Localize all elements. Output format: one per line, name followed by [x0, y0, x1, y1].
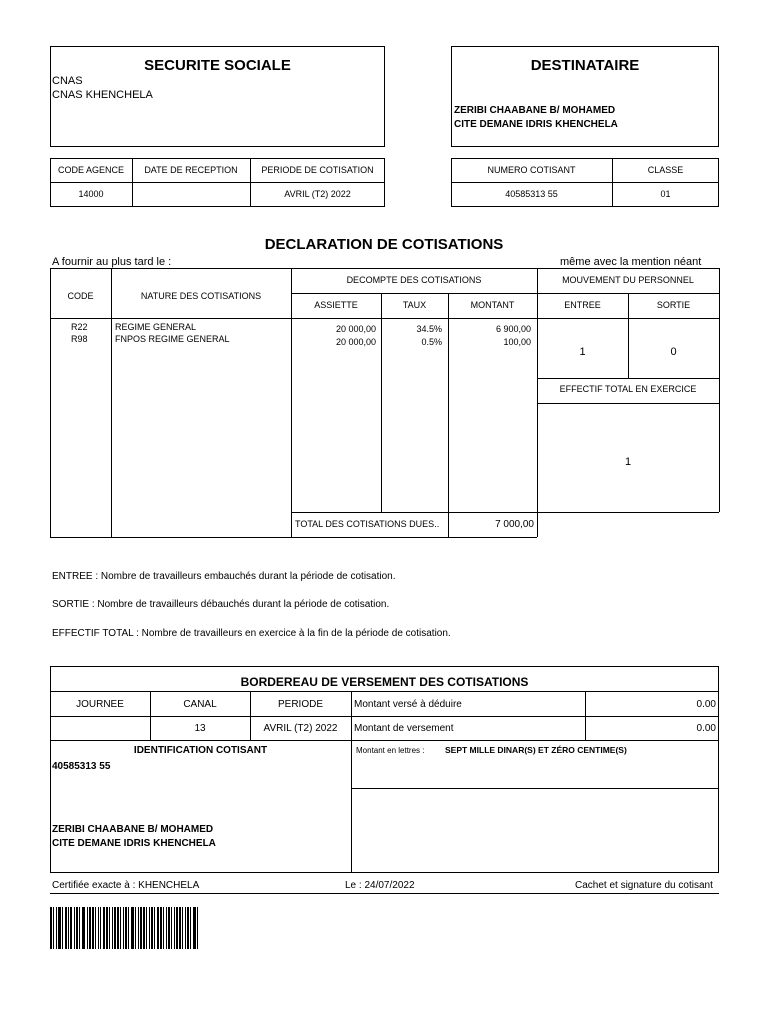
- barcode-bar: [118, 907, 119, 949]
- barcode-bar: [132, 907, 133, 949]
- effectif-label: EFFECTIF TOTAL EN EXERCICE: [559, 384, 697, 394]
- barcode-bar: [51, 907, 52, 949]
- row-1-code: R22: [71, 322, 88, 332]
- periode-value: AVRIL (T2) 2022: [263, 723, 338, 734]
- row-2-montant: 100,00: [503, 337, 531, 347]
- barcode-bar: [163, 907, 164, 949]
- barcode-bar: [144, 907, 145, 949]
- barcode-bar: [104, 907, 105, 949]
- barcode-bar: [89, 907, 90, 949]
- barcode-bar: [133, 907, 134, 949]
- recipient-title: DESTINATAIRE: [530, 57, 640, 74]
- barcode-bar: [65, 907, 66, 949]
- barcode-bar: [125, 907, 126, 949]
- barcode-bar: [188, 907, 189, 949]
- barcode-bar: [109, 907, 110, 949]
- barcode-bar: [106, 907, 107, 949]
- deadline-label: A fournir au plus tard le :: [52, 256, 172, 268]
- barcode-bar: [107, 907, 108, 949]
- barcode: [48, 907, 204, 949]
- canal-value: 13: [194, 723, 206, 734]
- barcode-bar: [56, 907, 57, 949]
- bordereau-title: BORDEREAU DE VERSEMENT DES COTISATIONS: [240, 675, 529, 689]
- sender-line-2: CNAS KHENCHELA: [52, 89, 153, 101]
- barcode-bar: [146, 907, 147, 949]
- barcode-bar: [190, 907, 191, 949]
- barcode-bar: [74, 907, 75, 949]
- certified-date: Le : 24/07/2022: [345, 880, 415, 891]
- date-reception-header: DATE DE RECEPTION: [144, 165, 238, 175]
- code-agence-value: 14000: [78, 189, 104, 199]
- barcode-bar: [141, 907, 142, 949]
- col-entree-header: ENTREE: [564, 300, 601, 310]
- barcode-bar: [157, 907, 158, 949]
- definition-entree: ENTREE : Nombre de travailleurs embauchés durant la période de cotisation.: [52, 571, 396, 582]
- barcode-bar: [114, 907, 115, 949]
- montant-versement-value: 0.00: [696, 723, 716, 734]
- barcode-bar: [120, 907, 121, 949]
- barcode-bar: [53, 907, 54, 949]
- barcode-bar: [50, 907, 51, 949]
- group-mouvement-header: MOUVEMENT DU PERSONNEL: [562, 275, 694, 285]
- barcode-bar: [59, 907, 60, 949]
- barcode-bar: [82, 907, 83, 949]
- barcode-bar: [71, 907, 72, 949]
- identification-number: 40585313 55: [52, 761, 111, 772]
- barcode-bar: [93, 907, 94, 949]
- barcode-bar: [128, 907, 129, 949]
- classe-header: CLASSE: [647, 165, 684, 175]
- barcode-bar: [154, 907, 155, 949]
- canal-header: CANAL: [183, 699, 217, 710]
- col-montant-header: MONTANT: [470, 300, 515, 310]
- sortie-value: 0: [670, 346, 677, 358]
- total-label: TOTAL DES COTISATIONS DUES..: [295, 519, 440, 529]
- row-2-assiette: 20 000,00: [335, 337, 376, 347]
- barcode-bar: [161, 907, 162, 949]
- barcode-bar: [115, 907, 116, 949]
- row-1-nature: REGIME GENERAL: [115, 322, 197, 332]
- recipient-address: CITE DEMANE IDRIS KHENCHELA: [454, 119, 618, 130]
- certified-location: Certifiée exacte à : KHENCHELA: [52, 880, 200, 891]
- recipient-name: ZERIBI CHAABANE B/ MOHAMED: [454, 105, 616, 116]
- montant-deduire-label: Montant versé à déduire: [354, 699, 462, 710]
- periode-cotisation-value: AVRIL (T2) 2022: [284, 189, 351, 199]
- effectif-value: 1: [624, 456, 632, 468]
- numero-cotisant-value: 40585313 55: [505, 189, 558, 199]
- code-agence-header: CODE AGENCE: [57, 165, 124, 175]
- row-1-taux: 34.5%: [416, 324, 442, 334]
- barcode-bar: [135, 907, 136, 949]
- row-2-nature: FNPOS REGIME GENERAL: [115, 334, 230, 344]
- barcode-bar: [112, 907, 113, 949]
- barcode-bar: [140, 907, 141, 949]
- definition-effectif: EFFECTIF TOTAL : Nombre de travailleurs en exercice à la fin de la période de cotisation.: [52, 628, 451, 639]
- identification-address: CITE DEMANE IDRIS KHENCHELA: [52, 838, 216, 849]
- col-sortie-header: SORTIE: [656, 300, 691, 310]
- barcode-bar: [92, 907, 93, 949]
- barcode-bar: [66, 907, 67, 949]
- barcode-bar: [151, 907, 152, 949]
- sender-line-1: CNAS: [52, 75, 83, 87]
- barcode-bar: [95, 907, 96, 949]
- declaration-title: DECLARATION DE COTISATIONS: [264, 236, 504, 253]
- identification-title: IDENTIFICATION COTISANT: [133, 745, 268, 756]
- row-1-montant: 6 900,00: [495, 324, 531, 334]
- entree-value: 1: [579, 346, 586, 358]
- barcode-bar: [126, 907, 127, 949]
- barcode-bar: [187, 907, 188, 949]
- identification-name: ZERIBI CHAABANE B/ MOHAMED: [52, 824, 214, 835]
- barcode-bar: [174, 907, 175, 949]
- barcode-bar: [179, 907, 180, 949]
- col-taux-header: TAUX: [402, 300, 427, 310]
- barcode-bar: [180, 907, 181, 949]
- barcode-bar: [123, 907, 124, 949]
- barcode-bar: [177, 907, 178, 949]
- barcode-bar: [171, 907, 172, 949]
- col-code-header: CODE: [67, 291, 94, 301]
- barcode-bar: [193, 907, 194, 949]
- barcode-bar: [62, 907, 63, 949]
- barcode-bar: [60, 907, 61, 949]
- barcode-bar: [166, 907, 167, 949]
- barcode-bar: [168, 907, 169, 949]
- barcode-bar: [100, 907, 101, 949]
- barcode-bar: [79, 907, 80, 949]
- barcode-bar: [77, 907, 78, 949]
- row-2-code: R98: [71, 334, 88, 344]
- barcode-bar: [84, 907, 85, 949]
- periode-header: PERIODE: [277, 699, 323, 710]
- row-2-taux: 0.5%: [421, 337, 442, 347]
- col-nature-header: NATURE DES COTISATIONS: [140, 291, 262, 301]
- row-1-assiette: 20 000,00: [335, 324, 376, 334]
- signature-label: Cachet et signature du cotisant: [575, 880, 713, 891]
- total-value: 7 000,00: [495, 519, 534, 530]
- sender-title: SECURITE SOCIALE: [144, 57, 291, 74]
- journee-header: JOURNEE: [76, 699, 124, 710]
- classe-value: 01: [660, 189, 671, 199]
- barcode-bar: [185, 907, 186, 949]
- col-assiette-header: ASSIETTE: [314, 300, 358, 310]
- group-decompte-header: DECOMPTE DES COTISATIONS: [346, 275, 482, 285]
- barcode-bar: [158, 907, 159, 949]
- barcode-bar: [169, 907, 170, 949]
- barcode-bar: [182, 907, 183, 949]
- barcode-bar: [103, 907, 104, 949]
- barcode-bar: [87, 907, 88, 949]
- barcode-bar: [90, 907, 91, 949]
- barcode-bar: [160, 907, 161, 949]
- barcode-bar: [98, 907, 99, 949]
- definition-sortie: SORTIE : Nombre de travailleurs débauchés durant la période de cotisation.: [52, 599, 390, 610]
- barcode-bar: [70, 907, 71, 949]
- montant-deduire-value: 0.00: [696, 699, 716, 710]
- barcode-bar: [68, 907, 69, 949]
- barcode-bar: [131, 907, 132, 949]
- barcode-bar: [176, 907, 177, 949]
- neant-note: même avec la mention néant: [560, 256, 702, 268]
- barcode-bar: [58, 907, 59, 949]
- montant-lettres-value: SEPT MILLE DINAR(S) ET ZÉRO CENTIME(S): [445, 745, 627, 755]
- barcode-bar: [194, 907, 195, 949]
- barcode-bar: [76, 907, 77, 949]
- barcode-bar: [195, 907, 196, 949]
- barcode-bar: [83, 907, 84, 949]
- barcode-bar: [149, 907, 150, 949]
- montant-versement-label: Montant de versement: [354, 723, 454, 734]
- numero-cotisant-header: NUMERO COTISANT: [487, 165, 576, 175]
- periode-cotisation-header: PERIODE DE COTISATION: [261, 165, 374, 175]
- barcode-bar: [152, 907, 153, 949]
- barcode-bar: [143, 907, 144, 949]
- barcode-bar: [117, 907, 118, 949]
- barcode-bar: [138, 907, 139, 949]
- barcode-bar: [197, 907, 198, 949]
- montant-lettres-label: Montant en lettres :: [356, 746, 425, 755]
